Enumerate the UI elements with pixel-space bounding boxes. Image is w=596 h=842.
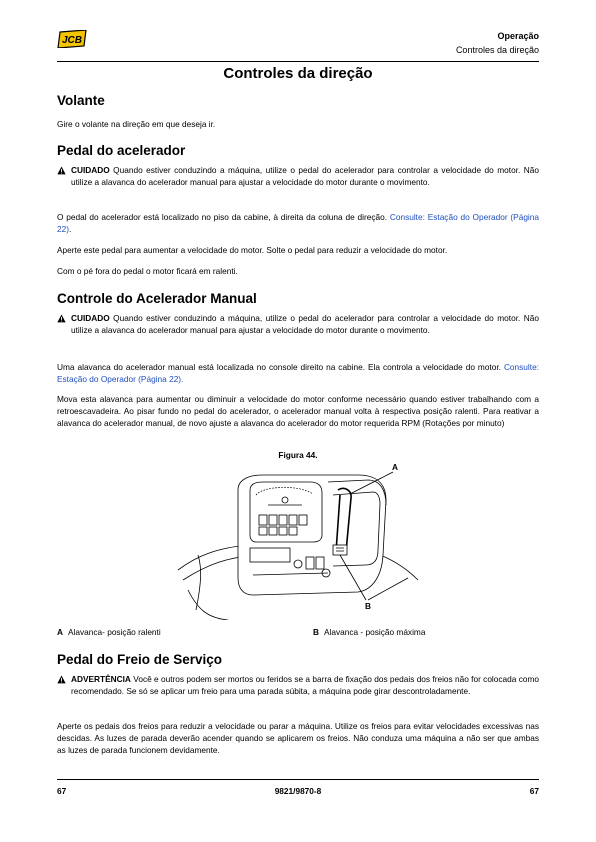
caution-manual: [57, 313, 539, 337]
link-estacao-operador-2[interactable]: Consulte: Estação do Operador (Página 22).: [57, 362, 539, 384]
warning-label: ADVERTÊNCIA: [71, 674, 131, 684]
footer-page-left: 67: [57, 786, 67, 796]
freio-p1: Aperte os pedais dos freios para reduzir a velocidade ou parar a máquina. Utilize os freios para evitar velocidades excessivas nas descidas. As luzes de parada deverão acender quando se aplicarem os freios. Não conduza uma máquina a não ser que ambas as luzes de parada funcionem devidamente.: [57, 721, 539, 755]
callout-a: A: [392, 462, 398, 472]
caution-acelerador: [57, 165, 539, 189]
figure-label: Figura 44.: [278, 450, 318, 460]
callout-b: B: [365, 601, 371, 611]
throttle-console-illustration: [168, 460, 428, 620]
caption-a: A Alavanca- posição ralenti: [57, 627, 161, 637]
caution-label: CUIDADO: [71, 313, 110, 323]
caption-b: B Alavanca - posição máxima: [313, 627, 426, 637]
footer-doc-number: 9821/9870-8: [274, 786, 322, 796]
svg-text:JCB: JCB: [61, 35, 83, 46]
acelerador-p1: O pedal do acelerador está localizado no piso da cabine, à direita da coluna de direção. Consulte: Estação do Operador (Página 22).: [57, 212, 540, 234]
manual-p1: Uma alavanca do acelerador manual está localizada no console direito na cabine. Ela controla a velocidade do motor. Consulte: Estação do Operador (Página 22).: [57, 362, 539, 384]
warning-text: Você e outros podem ser mortos ou feridos se a barra de fixação dos pedais dos freios não for colocada como recomendado. Se só se aplicar um freio para uma parada súbita, a máquina pode girar descontroladamente.: [71, 674, 539, 696]
heading-acelerador-manual: Controle do Acelerador Manual: [57, 291, 257, 306]
volante-text: Gire o volante na direção em que deseja ir.: [57, 119, 216, 129]
warning-triangle-icon: [57, 166, 66, 175]
warning-freio: [57, 674, 539, 698]
link-estacao-operador[interactable]: Consulte: Estação do Operador (Página 22): [57, 212, 540, 234]
header-subsection: Controles da direção: [455, 45, 539, 55]
caution-text: Quando estiver conduzindo a máquina, utilize o pedal do acelerador para controlar a velocidade do motor. Não utilize a alavanca do acelerador manual para ajustar a velocidade do motor durante o movimento.: [71, 165, 539, 187]
page-title: Controles da direção: [223, 65, 373, 82]
caution-text: Quando estiver conduzindo a máquina, utilize o pedal do acelerador para controlar a velocidade do motor. Não utilize a alavanca do acelerador manual para ajustar a velocidade do motor durante o movimento.: [71, 313, 539, 335]
acelerador-p3: Com o pé fora do pedal o motor ficará em ralenti.: [57, 266, 238, 276]
header-rule: [57, 61, 539, 62]
header-section: Operação: [497, 31, 539, 41]
heading-volante: Volante: [57, 93, 105, 108]
caution-label: CUIDADO: [71, 165, 110, 175]
heading-freio-servico: Pedal do Freio de Serviço: [57, 652, 223, 667]
footer-page-right: 67: [529, 786, 539, 796]
footer-rule: [57, 779, 539, 780]
acelerador-p2: Aperte este pedal para aumentar a velocidade do motor. Solte o pedal para reduzir a velocidade do motor.: [57, 245, 448, 255]
manual-p2: Mova esta alavanca para aumentar ou diminuir a velocidade do motor conforme necessário quando estiver trabalhando com a retroescavadeira. Ao pisar fundo no pedal do acelerador, o acelerador manual volta à respectiva posição ralenti. Para reativar a alavanca do acelerador manual, de novo ajuste a alavanca do acelerador do motor requerida RPM (Rotações por minuto): [57, 394, 539, 428]
jcb-logo: [57, 30, 87, 48]
warning-triangle-icon: [57, 314, 66, 323]
heading-pedal-acelerador: Pedal do acelerador: [57, 143, 186, 158]
warning-triangle-icon: [57, 675, 66, 684]
